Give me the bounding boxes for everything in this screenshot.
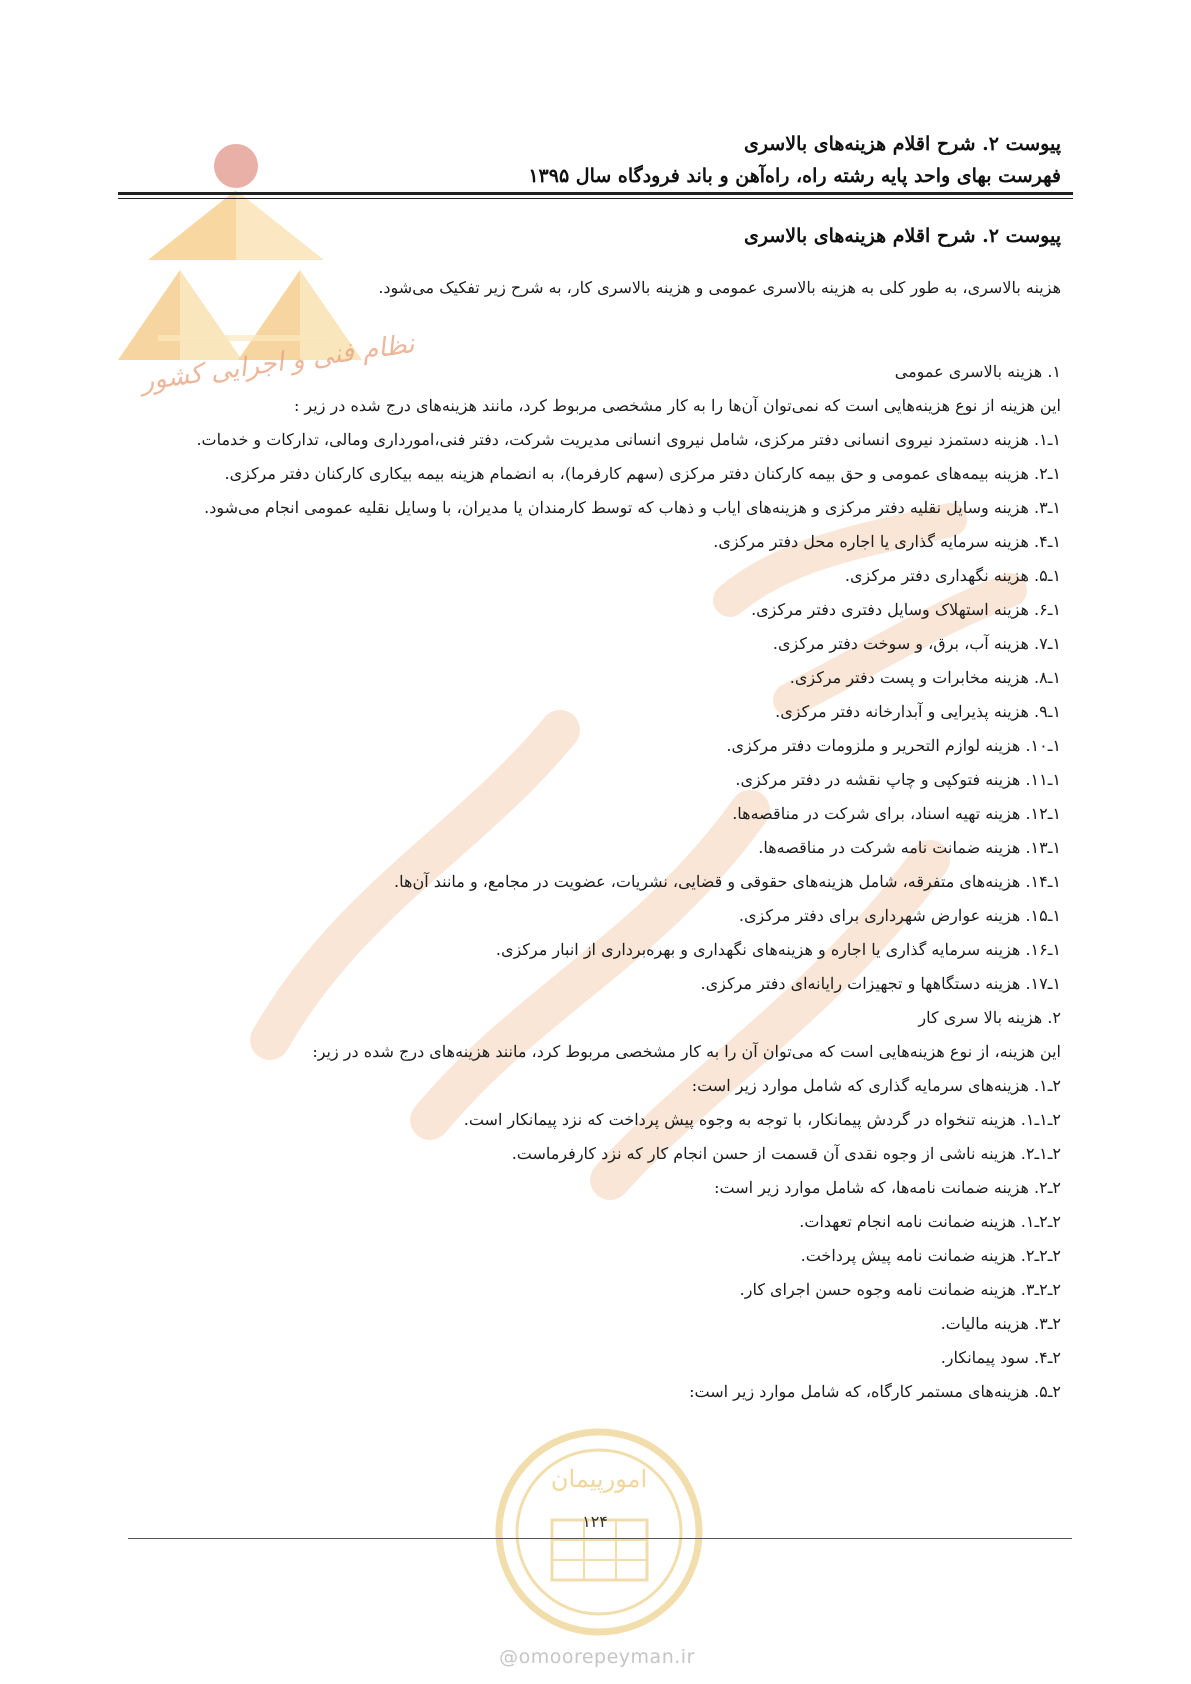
text-line: ۱ـ۱۲. هزینه تهیه اسناد، برای شرکت در مناقصه‌ها. [732, 804, 1061, 823]
text-line: ۱ـ۷. هزینه آب، برق، و سوخت دفتر مرکزی. [772, 634, 1061, 653]
text-line: ۲ـ۲ـ۳. هزینه ضمانت نامه وجوه حسن اجرای کار. [739, 1280, 1061, 1299]
text-line: این هزینه از نوع هزینه‌هایی است که نمی‌توان آن‌ها را به کار مشخصی مربوط کرد، مانند هزینه‌های درج شده در زیر : [293, 396, 1061, 415]
text-line: ۱ـ۱۵. هزینه عوارض شهرداری برای دفتر مرکزی. [738, 906, 1061, 925]
text-line: ۲ـ۲ـ۱. هزینه ضمانت نامه انجام تعهدات. [799, 1212, 1061, 1231]
text-line: ۱ـ۱۱. هزینه فتوکپی و چاپ نقشه در دفتر مرکزی. [735, 770, 1061, 789]
text-line: این هزینه، از نوع هزینه‌هایی است که می‌توان آن را به کار مشخصی مربوط کرد، مانند هزینه‌های درج شده در زیر: [312, 1042, 1061, 1061]
header-rule-thick [118, 192, 1073, 195]
intro-paragraph: هزینه بالاسری، به طور کلی به هزینه بالاسری عمومی و هزینه بالاسری کار، به شرح زیر تفکیک می‌شود. [378, 278, 1061, 297]
text-line: ۲ـ۳. هزینه مالیات. [940, 1314, 1061, 1333]
watermark-site: @omoorepeyman.ir [499, 1646, 695, 1668]
text-line: ۲ـ۱. هزینه‌های سرمایه گذاری که شامل موارد زیر است: [691, 1076, 1061, 1095]
text-line: ۱ـ۱۷. هزینه دستگاهها و تجهیزات رایانه‌ای دفتر مرکزی. [700, 974, 1061, 993]
text-line: ۲ـ۲. هزینه ضمانت نامه‌ها، که شامل موارد زیر است: [714, 1178, 1061, 1197]
text-line: ۱ـ۱۶. هزینه سرمایه گذاری یا اجاره و هزینه‌های نگهداری و بهره‌برداری از انبار مرکزی. [495, 940, 1061, 959]
text-line: ۱ـ۱۰. هزینه لوازم التحریر و ملزومات دفتر مرکزی. [726, 736, 1061, 755]
body-text [101, 355, 1061, 1409]
text-line: ۱ـ۱۴. هزینه‌های متفرقه، شامل هزینه‌های حقوقی و قضایی، نشریات، عضویت در مجامع، و مانند آن‌ها. [394, 872, 1061, 891]
watermark-seal-text: امورپیمان [550, 1465, 648, 1493]
text-line: ۱ـ۱. هزینه دستمزد نیروی انسانی دفتر مرکزی، شامل نیروی انسانی مدیریت شرکت، دفتر فنی،امورداری ومالی، تدارکات و خدمات. [196, 430, 1061, 449]
header-line-1: پیوست ۲. شرح اقلام هزینه‌های بالاسری [743, 133, 1061, 155]
text-line: ۱ـ۶. هزینه استهلاک وسایل دفتری دفتر مرکزی. [751, 600, 1061, 619]
text-line: ۲ـ۴. سود پیمانکار. [940, 1348, 1061, 1367]
text-line: ۱ـ۲. هزینه بیمه‌های عمومی و حق بیمه کارکنان دفتر مرکزی (سهم کارفرما)، به انضمام هزینه بیمه بیکاری کارکنان دفتر مرکزی. [224, 464, 1061, 483]
text-line: ۲ـ۱ـ۱. هزینه تنخواه در گردش پیمانکار، با توجه به وجوه پیش پرداخت که نزد پیمانکار است. [463, 1110, 1061, 1129]
watermark-logo-text: نظام فنی و اجرایی کشور [139, 328, 417, 398]
text-line: ۱ـ۳. هزینه وسایل نقلیه دفتر مرکزی و هزینه‌های ایاب و ذهاب که توسط کارمندان یا مدیران، با وسایل نقلیه عمومی انجام می‌شود. [204, 498, 1061, 517]
text-line: ۲ـ۱ـ۲. هزینه ناشی از وجوه نقدی آن قسمت از حسن انجام کار که نزد کارفرماست. [511, 1144, 1061, 1163]
text-line: ۱ـ۴. هزینه سرمایه گذاری یا اجاره محل دفتر مرکزی. [713, 532, 1061, 551]
page-number: ۱۲۴ [582, 1512, 608, 1531]
page-header [528, 128, 1061, 192]
text-line: ۱ـ۱۳. هزینه ضمانت نامه شرکت در مناقصه‌ها. [758, 838, 1061, 857]
text-line: ۱ـ۵. هزینه نگهداری دفتر مرکزی. [844, 566, 1061, 585]
header-rule-thin [118, 198, 1073, 199]
text-line: ۲ـ۲ـ۲. هزینه ضمانت نامه پیش پرداخت. [800, 1246, 1061, 1265]
text-line: ۲. هزینه بالا سری کار [918, 1008, 1061, 1027]
section-title: پیوست ۲. شرح اقلام هزینه‌های بالاسری [743, 225, 1061, 247]
watermark-seal-icon [492, 1425, 707, 1640]
text-line: ۱ـ۹. هزینه پذیرایی و آبدارخانه دفتر مرکزی. [775, 702, 1061, 721]
header-line-2: فهرست بهای واحد پایه رشته راه، راه‌آهن و باند فرودگاه سال ۱۳۹۵ [528, 165, 1061, 187]
footer-rule [128, 1538, 1072, 1539]
text-line: ۱ـ۸. هزینه مخابرات و پست دفتر مرکزی. [789, 668, 1061, 687]
text-line: ۱. هزینه بالاسری عمومی [894, 362, 1061, 381]
text-line: ۲ـ۵. هزینه‌های مستمر کارگاه، که شامل موارد زیر است: [689, 1382, 1061, 1401]
